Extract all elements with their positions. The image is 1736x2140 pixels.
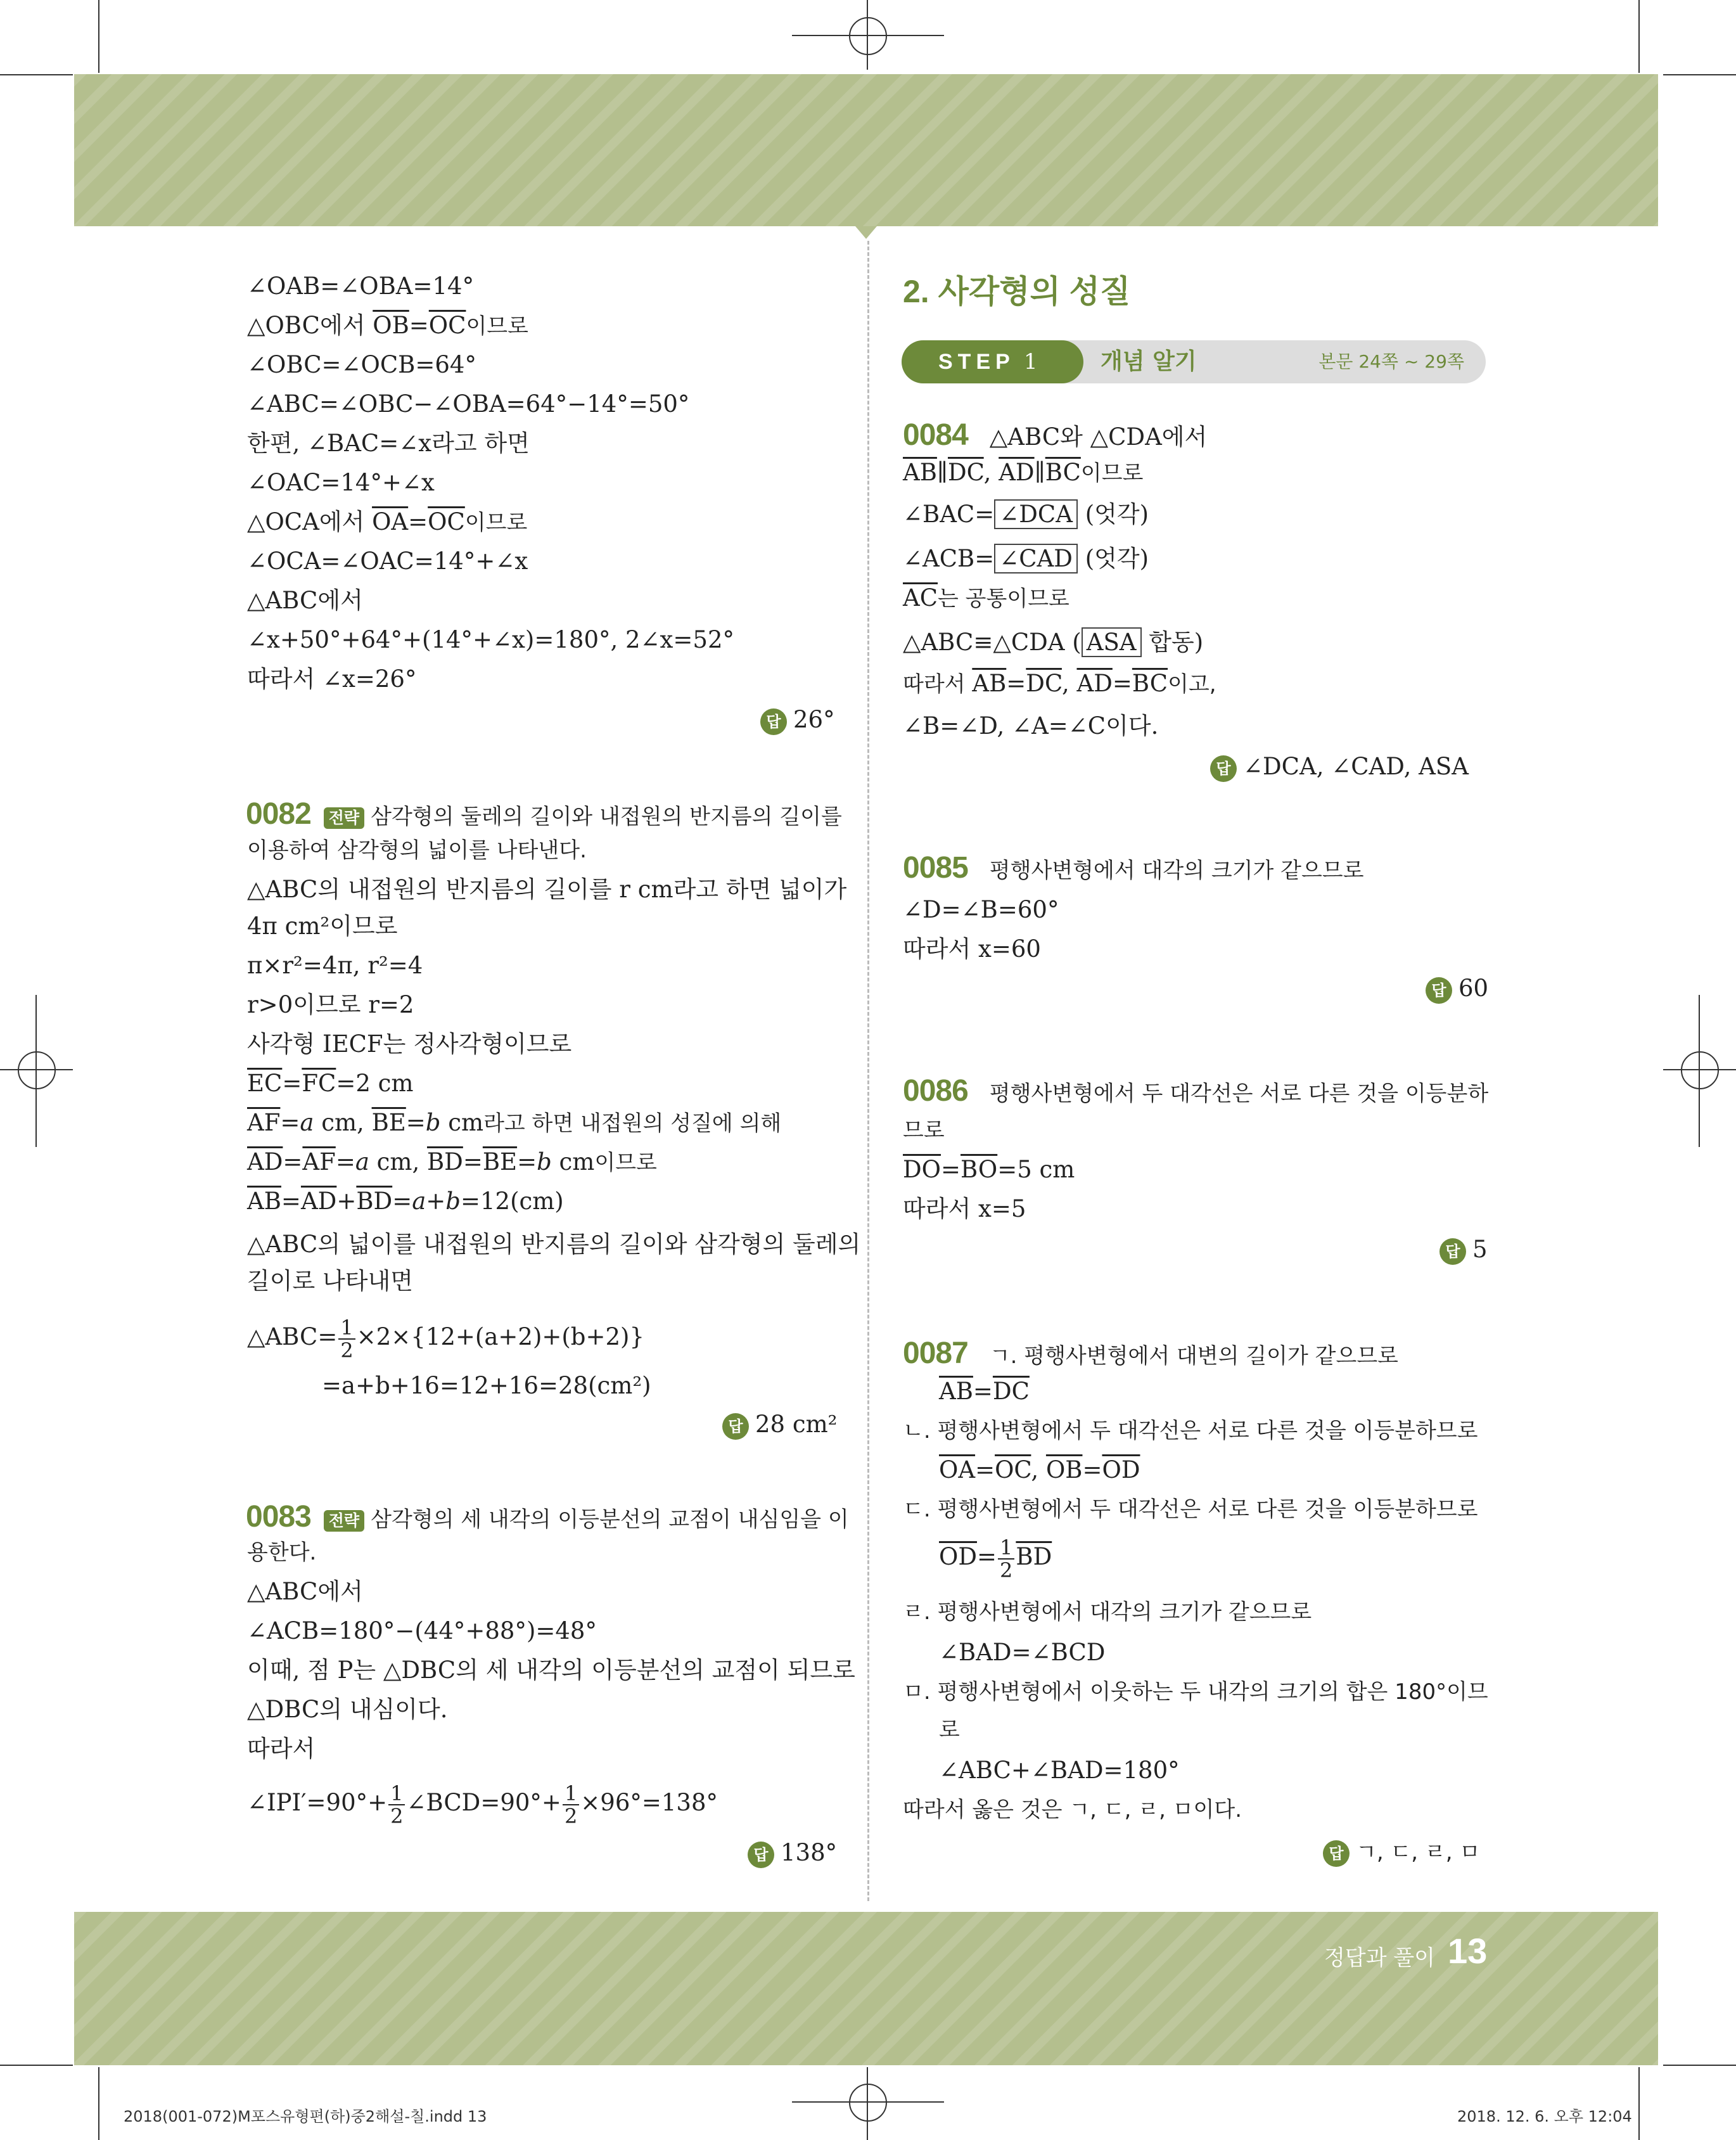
- answer-0086: 답 5: [1439, 1234, 1488, 1265]
- solution-line: ㄷ. 평행사변형에서 두 대각선은 서로 다른 것을 이등분하므로: [903, 1497, 1478, 1522]
- solution-line: 사각형 IECF는 정사각형이므로: [247, 1030, 572, 1058]
- problem-0084-header: 0084 △ABC와 △CDA에서: [903, 418, 1208, 452]
- solution-line: 따라서 $\overline{AB}=\overline{DC}$, $\overline{AD}=\overline{BC}$이고,: [903, 670, 1216, 697]
- crop-mark: [1663, 2065, 1736, 2066]
- crop-mark: [1638, 2067, 1640, 2140]
- equation-line: △ABC= $\frac{1}{2}$ ×2×{12+(a+2)+(b+2)}: [247, 1315, 645, 1362]
- solution-line: ∠OAC=14°+∠x: [247, 469, 435, 496]
- solution-line: 므로: [903, 1118, 945, 1143]
- problem-0085-header: 0085 평행사변형에서 대각의 크기가 같으므로: [903, 851, 1364, 885]
- solution-line: △ABC의 내접원의 반지름의 길이를 r cm라고 하면 넓이가: [247, 876, 847, 903]
- fraction: $\frac{1}{2}$: [388, 1783, 405, 1827]
- answer-0083: 답 138°: [748, 1838, 837, 1868]
- solution-line: △ABC≡△CDA ( ASA 합동): [903, 629, 1204, 656]
- problem-0083-header: 0083 전략 삼각형의 세 내각의 이등분선의 교점이 내심임을 이: [246, 1500, 849, 1534]
- print-slug-left: 2018(001-072)M포스유형편(하)중2해설-칠.indd 13: [124, 2108, 487, 2125]
- problem-0086-header: 0086 평행사변형에서 두 대각선은 서로 다른 것을 이등분하: [903, 1074, 1489, 1108]
- equation-line: ∠IPI′=90°+ $\frac{1}{2}$ ∠BCD=90°+ $\frac{1}{2}$ ×96°=138°: [247, 1781, 718, 1828]
- solution-line: $\overline{AC}$는 공통이므로: [903, 584, 1069, 612]
- solution-line: ∠ABC=∠OBC−∠OBA=64°−14°=50°: [247, 390, 690, 418]
- solution-line: $\overline{AD}=\overline{AF}=a$ cm, $\overline{BD}=\overline{BE}=b$ cm이므로: [247, 1148, 657, 1176]
- solution-line: 4π cm²이므로: [247, 913, 398, 940]
- registration-mark: [792, 35, 944, 36]
- step-bar: [902, 340, 1486, 383]
- solution-line: 따라서 x=5: [903, 1195, 1026, 1222]
- strategy-text: 이용하여 삼각형의 넓이를 나타낸다.: [247, 838, 587, 863]
- solution-line: 길이로 나타내면: [247, 1267, 413, 1295]
- solution-line: △OBC에서 $\overline{OB}=\overline{OC}$이므로: [247, 312, 528, 339]
- solution-line: $\overline{AB}=\overline{AD}+\overline{BD}=a+b=12(cm)$: [247, 1188, 564, 1215]
- step-pill: STEP 1: [902, 340, 1083, 383]
- solution-line: ∠OAB=∠OBA=14°: [247, 272, 475, 300]
- problem-number: 0087: [903, 1336, 968, 1370]
- answer-box: ASA: [1082, 627, 1142, 657]
- registration-mark: [867, 2067, 868, 2140]
- answer-0081: 답 26°: [760, 705, 835, 735]
- header-band: [74, 74, 1658, 226]
- solution-line: $\overline{AF}=a$ cm, $\overline{BE}=b$ cm라고 하면 내접원의 성질에 의해: [247, 1109, 782, 1136]
- answer-0084: 답 ∠DCA, ∠CAD, ASA: [1210, 752, 1469, 782]
- solution-line: $\overline{EC}=\overline{FC}=2$ cm: [247, 1070, 414, 1097]
- registration-mark: [35, 995, 37, 1147]
- fraction: $\frac{1}{2}$: [998, 1537, 1014, 1581]
- answer-0085: 답 60: [1426, 973, 1488, 1004]
- solution-line: △ABC에서: [247, 587, 363, 614]
- registration-mark: [1699, 995, 1700, 1147]
- strategy-tag: 전략: [324, 807, 364, 829]
- problem-0087-header: 0087 ㄱ. 평행사변형에서 대변의 길이가 같으므로: [903, 1336, 1399, 1370]
- fraction: $\frac{1}{2}$: [563, 1783, 579, 1827]
- step-page-ref: 본문 24쪽 ~ 29쪽: [1318, 351, 1464, 372]
- solution-line: ∠x+50°+64°+(14°+∠x)=180°, 2∠x=52°: [247, 626, 734, 653]
- solution-line: $\overline{DO}=\overline{BO}=5$ cm: [903, 1156, 1075, 1183]
- solution-line: ∠BAD=∠BCD: [939, 1639, 1106, 1666]
- problem-number: 0084: [903, 418, 968, 452]
- problem-number: 0082: [246, 797, 311, 831]
- page-number: 13: [1448, 1931, 1488, 1971]
- solution-line: △ABC에서: [247, 1578, 363, 1605]
- problem-number: 0083: [246, 1500, 311, 1534]
- problem-number: 0085: [903, 851, 968, 885]
- answer-box: ∠CAD: [994, 544, 1078, 573]
- column-divider: [867, 241, 869, 1901]
- solution-line: ㅁ. 평행사변형에서 이웃하는 두 내각의 크기의 합은 180°이므: [903, 1679, 1488, 1705]
- fraction: $\frac{1}{2}$: [338, 1317, 355, 1361]
- solution-line: 이때, 점 P는 △DBC의 세 내각의 이등분선의 교점이 되므로: [247, 1656, 855, 1684]
- footer-band: [74, 1912, 1658, 2065]
- strategy-tag: 전략: [324, 1510, 364, 1532]
- solution-line: 따라서 옳은 것은 ㄱ, ㄷ, ㄹ, ㅁ이다.: [903, 1797, 1242, 1823]
- section-title: 2. 사각형의 성질: [903, 274, 1131, 309]
- crop-mark: [0, 74, 73, 75]
- registration-mark: [18, 1051, 56, 1089]
- strategy-text: 용한다.: [247, 1540, 317, 1565]
- solution-line: 따라서: [247, 1735, 316, 1762]
- solution-line: ∠ACB=180°−(44°+88°)=48°: [247, 1617, 597, 1644]
- answer-badge: 답: [1323, 1840, 1350, 1867]
- solution-line: ㄴ. 평행사변형에서 두 대각선은 서로 다른 것을 이등분하므로: [903, 1418, 1478, 1444]
- solution-line: ∠OCA=∠OAC=14°+∠x: [247, 548, 528, 575]
- solution-line: ㄹ. 평행사변형에서 대각의 크기가 같으므로: [903, 1599, 1312, 1625]
- solution-line: 로: [939, 1717, 960, 1743]
- registration-mark: [849, 2084, 887, 2122]
- solution-line: 한편, ∠BAC=∠x라고 하면: [247, 430, 530, 457]
- solution-line: $\overline{AB}\parallel\overline{DC}$, $\overline{AD}\parallel\overline{BC}$이므로: [903, 459, 1144, 486]
- solution-line: △ABC의 넓이를 내접원의 반지름의 길이와 삼각형의 둘레의: [247, 1231, 861, 1258]
- solution-line: ∠D=∠B=60°: [903, 896, 1059, 923]
- solution-line: 따라서 ∠x=26°: [247, 665, 417, 693]
- registration-mark: [849, 17, 887, 55]
- solution-line: ∠BAC= ∠DCA (엇각): [903, 501, 1149, 528]
- registration-mark: [792, 2101, 944, 2103]
- problem-number: 0086: [903, 1074, 968, 1108]
- answer-box: ∠DCA: [994, 499, 1078, 529]
- solution-line: r>0이므로 r=2: [247, 991, 414, 1018]
- registration-mark: [1681, 1051, 1719, 1089]
- solution-line: π×r²=4π, r²=4: [247, 952, 423, 979]
- solution-line: ∠B=∠D, ∠A=∠C이다.: [903, 712, 1159, 740]
- solution-line: △DBC의 내심이다.: [247, 1696, 448, 1723]
- solution-line: ∠ACB= ∠CAD (엇각): [903, 545, 1149, 572]
- equation-line: $\overline{OD}=$ $\frac{1}{2}$ $\overline{BD}$: [939, 1535, 1052, 1582]
- crop-mark: [0, 2065, 73, 2066]
- solution-line: ∠ABC+∠BAD=180°: [939, 1757, 1180, 1784]
- equation-line: =a+b+16=12+16=28(cm²): [322, 1372, 651, 1399]
- answer-badge: 답: [760, 708, 787, 735]
- answer-badge: 답: [1439, 1238, 1466, 1265]
- print-slug-right: 2018. 12. 6. 오후 12:04: [1457, 2108, 1632, 2125]
- registration-mark: [867, 0, 868, 70]
- answer-0087: 답 ㄱ, ㄷ, ㄹ, ㅁ: [1323, 1836, 1480, 1868]
- solution-line: ∠OBC=∠OCB=64°: [247, 351, 476, 378]
- crop-mark: [1663, 74, 1736, 75]
- answer-badge: 답: [1210, 755, 1237, 782]
- solution-line: △OCA에서 $\overline{OA}=\overline{OC}$이므로: [247, 508, 528, 535]
- answer-badge: 답: [722, 1413, 749, 1440]
- answer-0082: 답 28 cm²: [722, 1409, 837, 1440]
- step-title: 개념 알기: [1101, 349, 1197, 375]
- answer-badge: 답: [748, 1842, 774, 1868]
- solution-line: $\overline{OA}=\overline{OC}$, $\overline{OB}=\overline{OD}$: [939, 1456, 1140, 1483]
- crop-mark: [98, 0, 99, 73]
- footer-label: 정답과 풀이: [1324, 1945, 1436, 1971]
- answer-badge: 답: [1426, 977, 1452, 1004]
- crop-mark: [1638, 0, 1640, 73]
- solution-line: $\overline{AB}=\overline{DC}$: [939, 1378, 1030, 1405]
- header-notch: [855, 226, 877, 239]
- crop-mark: [98, 2067, 99, 2140]
- solution-line: 따라서 x=60: [903, 935, 1041, 963]
- problem-0082-header: 0082 전략 삼각형의 둘레의 길이와 내접원의 반지름의 길이를: [246, 797, 842, 831]
